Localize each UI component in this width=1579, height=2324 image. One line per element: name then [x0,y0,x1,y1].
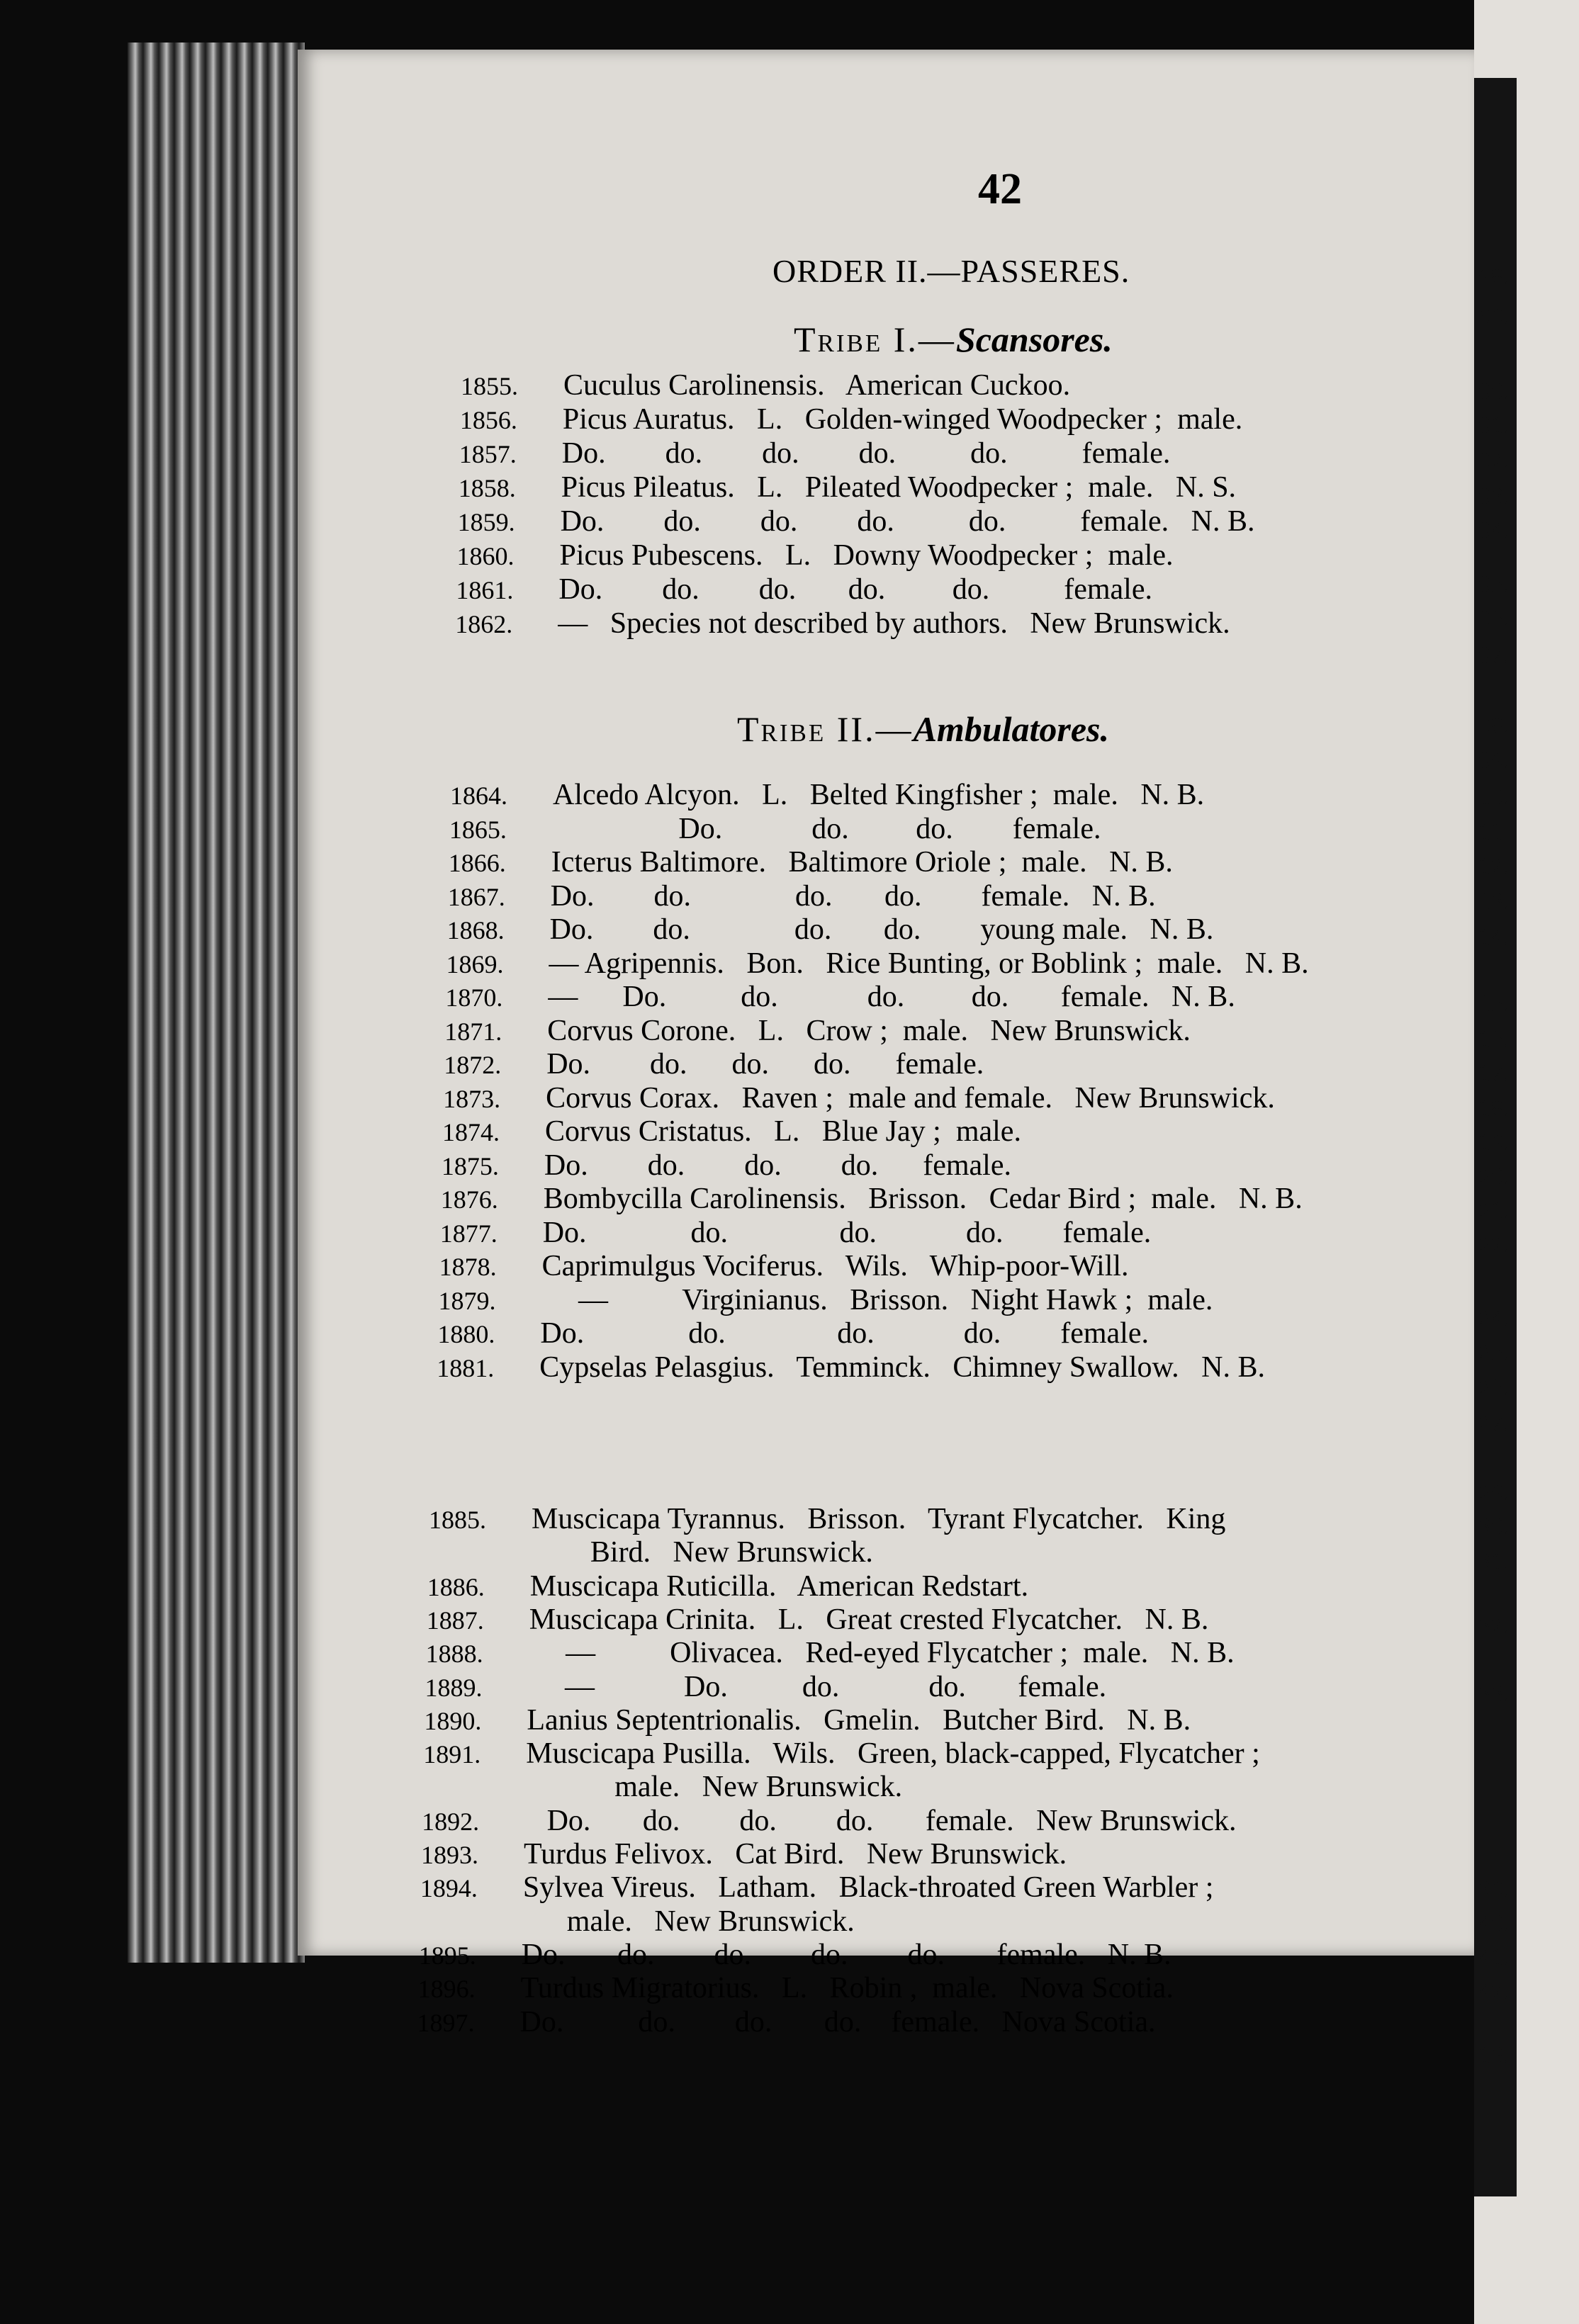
entry-number: 1872. [444,1051,502,1079]
entry-number: 1881. [437,1353,495,1382]
facing-page-number: 31. [1478,1549,1511,1575]
entry-text: Picus Pubescens. L. Downy Woodpecker ; male. [559,539,1174,572]
entry-text: male. New Brunswick. [525,1771,903,1804]
tribe-heading-2 [737,709,1109,750]
facing-page-number: 20. [1478,1163,1511,1190]
catalogue-entry [425,1670,1107,1704]
entry-text: — Species not described by authors. New Brunswick. [558,607,1230,640]
facing-page-number: 02. [1478,448,1511,474]
facing-page-number: 03. [1478,483,1511,509]
entry-text: Do. do. do. do. do. female. N. B. [560,505,1255,538]
entry-text: male. New Brunswick. [522,1905,855,1938]
entry-number: 1894. [420,1874,478,1903]
catalogue-entry [446,947,1309,981]
entry-text: Do. do. do. do. do. female. [561,437,1171,470]
catalogue-entry [455,607,1230,641]
catalogue-entry [439,1249,1129,1283]
facing-page-number: 07. [1478,642,1511,668]
entry-number: 1880. [437,1320,495,1348]
facing-page-number: 27. [1478,1410,1511,1436]
entry-number: 1895. [418,1941,476,1970]
facing-page-number: 13. [1478,2042,1511,2068]
entry-number: 1862. [455,610,513,638]
entry-text: — Agripennis. Bon. Rice Bunting, or Boblink ; male. N. B. [549,947,1309,980]
entry-text: Muscicapa Pusilla. Wils. Green, black-capped, Flycatcher ; [526,1737,1260,1771]
entry-number: 1869. [446,949,504,978]
facing-page-number: 05. [1478,571,1511,597]
entry-number: 1857. [459,440,517,468]
facing-page-number: 24. [1478,1305,1511,1331]
catalogue-entry [422,1770,902,1804]
entry-text: Alcedo Alcyon. L. Belted Kingfisher ; male. N. B. [553,779,1205,811]
entry-text: Cuculus Carolinensis. American Cuckoo. [563,369,1071,402]
catalogue-entry [428,1535,873,1569]
facing-page-number: 11. [1478,819,1510,845]
page-number: 42 [978,165,1022,213]
entry-number: 1871. [444,1017,502,1046]
entry-text: Do. do. do. do. female. [540,1317,1149,1350]
catalogue-entry [443,1081,1275,1115]
catalogue-entry [449,812,1101,846]
entry-text: Do. do. do. do. young male. N. B. [549,913,1214,946]
tribe-name: Ambulatores. [913,709,1110,749]
entry-number: 1860. [456,542,515,570]
facing-page-number: 32. [1478,1613,1511,1639]
catalogue-entry [440,1216,1152,1250]
facing-page-number: 18. [1478,1095,1511,1122]
facing-page-number: 13. [1478,889,1511,915]
entry-text: Turdus Felivox. Cat Bird. New Brunswick. [524,1838,1067,1871]
entry-text: Corvus Corone. L. Crow ; male. New Brunswick. [547,1014,1191,1047]
facing-page-number: 98. [1478,264,1511,290]
entry-number: 1868. [446,916,505,944]
entry-text: Do. do. do. do. female. [542,1216,1152,1249]
entry-number: 1856. [459,406,517,434]
facing-page-number: 04. [1478,517,1511,543]
entry-text: Do. do. do. do. do. female. [558,573,1152,606]
entry-text: Lanius Septentrionalis. Gmelin. Butcher Bird. N. B. [527,1703,1191,1737]
entry-number: 1896. [417,1975,476,2004]
entry-text: — Virginianus. Brisson. Night Hawk ; male. [541,1283,1213,1316]
catalogue-entry [459,470,1236,504]
catalogue-entry [450,778,1204,812]
catalogue-entry [442,1149,1011,1183]
entry-number: 1888. [425,1640,483,1669]
entry-text: Do. do. do. do. female. N. B. [550,879,1156,913]
catalogue-entry [427,1569,1028,1603]
entry-text: Corvus Cristatus. L. Blue Jay ; male. [545,1115,1021,1148]
catalogue-entry [420,1871,1214,1905]
entry-number: 1877. [439,1219,498,1248]
entry-text: Icterus Baltimore. Baltimore Oriole ; male. N. B. [551,846,1173,879]
catalogue-entry [417,2005,1156,2039]
entry-text: Do. do. do. do. female. [546,1048,984,1081]
catalogue-entry [458,504,1255,538]
facing-page-number: 14. [1478,924,1511,950]
entry-number: 1874. [442,1118,500,1146]
entry-number: 1886. [427,1572,485,1601]
entry-text: — Do. do. do. do. female. N. B. [548,981,1235,1013]
entry-number: 1870. [445,983,503,1012]
catalogue-entry [444,1014,1191,1048]
catalogue-entry [418,1971,1174,2005]
order-heading: ORDER II.—PASSERES. [772,253,1130,289]
facing-page-number: 33. [1478,1681,1511,1707]
entry-text: Bird. New Brunswick. [530,1536,873,1569]
entry-number: 1878. [439,1253,497,1281]
facing-page-number: 41. [1478,1944,1511,1970]
facing-page-number: 08. [1478,713,1511,739]
entry-number: 1876. [440,1185,498,1214]
entry-text: — Do. do. do. female. [527,1670,1107,1703]
facing-page-number: 29. [1478,1479,1511,1506]
entry-number: 1866. [448,849,506,877]
catalogue-entry [447,913,1214,947]
catalogue-entry [448,879,1156,913]
entry-number: 1859. [457,508,515,536]
catalogue-entry [457,538,1174,572]
facing-page-number: 17. [1478,1060,1511,1086]
facing-page-number: 00. [1478,378,1511,405]
entry-number: 1867. [447,882,505,911]
catalogue-entry [426,1636,1235,1670]
catalogue-entry [429,1502,1225,1536]
catalogue-entry [427,1603,1209,1637]
catalogue-entry [442,1115,1021,1149]
facing-page-number: 26. [1478,1375,1511,1401]
entry-text: Muscicapa Ruticilla. American Redstart. [529,1569,1029,1603]
entry-text: Bombycilla Carolinensis. Brisson. Cedar Bird ; male. N. B. [543,1183,1303,1215]
catalogue-entry [456,572,1152,607]
tribe-name: Scansores. [955,320,1113,359]
catalogue-entry [444,1047,984,1081]
entry-number: 1864. [450,782,507,810]
entry-text: Cypselas Pelasgius. Temminck. Chimney Swallow. N. B. [539,1350,1265,1384]
catalogue-entry [419,1938,1171,1972]
catalogue-entry [421,1837,1067,1871]
entry-text: Sylvea Vireus. Latham. Black-throated Green Warbler ; [522,1871,1214,1905]
entry-number: 1890. [424,1706,482,1735]
entry-number: 1892. [422,1807,480,1836]
entry-number: 1858. [458,474,516,502]
facing-page-number: 15. [1478,991,1511,1017]
facing-page-number: 22. [1478,1231,1511,1258]
entry-number: 1891. [423,1740,481,1769]
catalogue-entry [445,980,1235,1014]
catalogue-entry [449,845,1173,879]
entry-number: 1865. [449,815,507,844]
entry-number: 1887. [426,1606,484,1635]
catalogue-entry [420,1905,855,1939]
entry-text: — Olivacea. Red-eyed Flycatcher ; male. N. B. [528,1637,1235,1670]
facing-page-number: 30. [1478,1513,1511,1540]
entry-number: 1875. [441,1151,499,1180]
entry-text: Picus Pileatus. L. Pileated Woodpecker ; male. N. S. [561,471,1237,504]
catalogue-entry [461,368,1070,402]
catalogue-entry [439,1283,1213,1317]
facing-page-number: 39. [1478,1876,1511,1902]
facing-page-number: 06. [1478,606,1511,632]
facing-page-number: 01. [1478,412,1511,439]
entry-number: 1873. [443,1084,501,1113]
catalogue-entry [437,1316,1149,1350]
entry-number: 1885. [429,1506,486,1534]
entry-text: Do. do. do. do. female. Nova Scotia. [519,2005,1156,2038]
facing-page-number: 10. [1478,784,1511,810]
tribe-label: Tribe I.— [794,320,956,359]
facing-page-number: 99. [1478,303,1511,329]
catalogue-entry [424,1703,1191,1737]
facing-page-number: 09. [1478,748,1511,774]
entry-text: Muscicapa Crinita. L. Great crested Flycatcher. N. B. [529,1603,1209,1636]
entry-number: 1861. [456,576,514,604]
entry-number: 1855. [461,372,518,400]
catalogue-entry [437,1350,1265,1384]
facing-page-number: 42. [1478,1978,1511,2004]
entry-text: Do. do. do. female. [551,812,1101,845]
catalogue-entry [423,1737,1260,1771]
facing-page-number: 19. [1478,1129,1511,1156]
facing-page-number: 12. [1478,853,1511,879]
catalogue-entry [422,1804,1236,1838]
entry-number: 1897. [417,2008,475,2037]
entry-number: 1879. [438,1286,496,1315]
entry-text: Do. do. do. do. female. [544,1149,1011,1182]
catalogue-entry [459,436,1171,470]
facing-page [1474,0,1579,2324]
entry-number: 1893. [421,1841,478,1869]
entry-text: Corvus Corax. Raven ; male and female. New Brunswick. [546,1081,1275,1115]
catalogue-entry [460,402,1242,436]
facing-page-number: 16. [1478,1026,1511,1052]
facing-page-number: 40. [1478,1910,1511,1936]
tribe-label: Tribe II.— [737,709,914,749]
tribe-heading-1 [794,319,1113,360]
facing-page-number: 25. [1478,1339,1511,1365]
catalogue-entry [441,1182,1303,1216]
entry-text: Picus Auratus. L. Golden-winged Woodpecker ; male. [562,403,1243,436]
book-binding [128,43,305,1963]
entry-text: Caprimulgus Vociferus. Wils. Whip-poor-Will. [541,1250,1129,1282]
entry-text: Do. do. do. do. do. female. N. B. [521,1938,1171,1971]
facing-page-number: 21. [1478,1197,1511,1224]
entry-text: Turdus Migratorius. L. Robin , male. Nova Scotia. [520,1972,1174,2005]
entry-number: 1889. [425,1673,483,1702]
entry-text: Muscicapa Tyrannus. Brisson. Tyrant Flycatcher. King [532,1503,1226,1535]
entry-text: Do. do. do. do. female. New Brunswick. [524,1804,1237,1837]
